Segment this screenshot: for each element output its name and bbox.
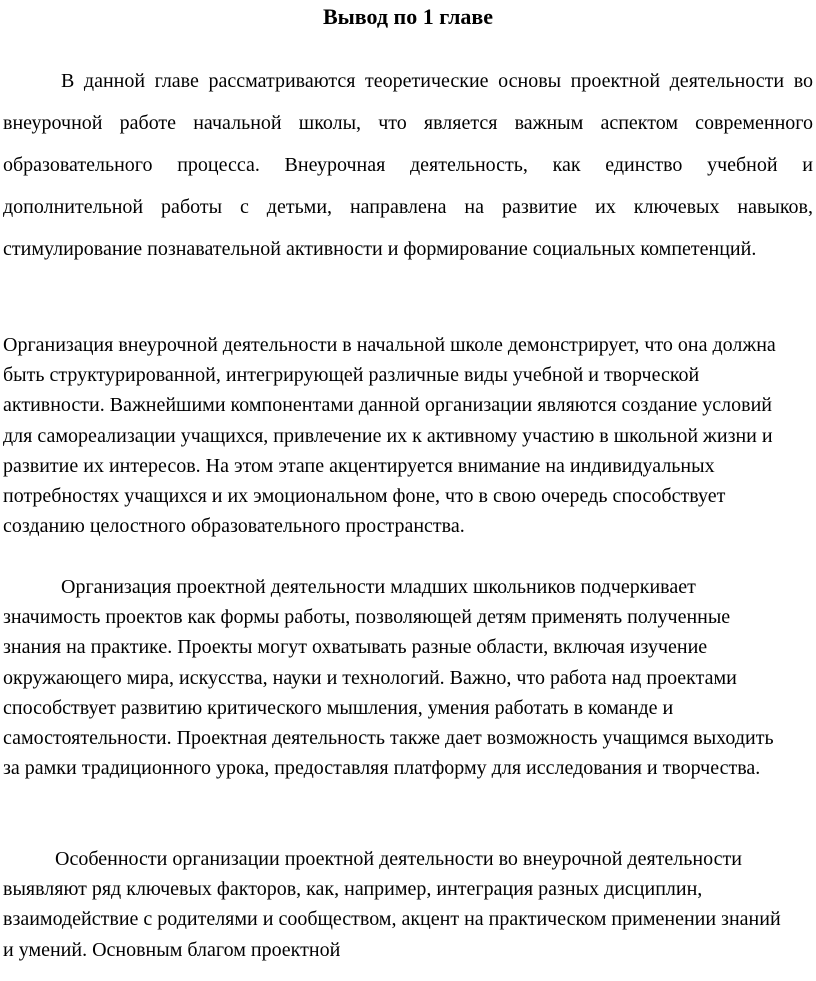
paragraph-chapter-summary: В данной главе рассматриваются теоретические основы проектной деятельности во внеурочной работе начальной школы, что является важным аспектом современного образовательного процесса. Внеурочная деятельность, как единство учебной и дополнительной работы с детьми, направлена на развитие их ключевых навыков, стимулирование познавательной активности и формирование социальных компетенций.: [3, 70, 813, 260]
paragraph-project-activity: Организация проектной деятельности младших школьников подчеркивает значимость проектов как формы работы, позволяющей детям применять полученные знания на практике. Проекты могут охватывать разные области, включая изучение окружающего мира, искусства, науки и технологий. Важно, что работа над проектами способствует развитию критического мышления, умения работать в команде и самостоятельности. Проектная деятельность также дает возможность учащимся выходить за рамки традиционного урока, предоставляя платформу для исследования и творчества.: [3, 576, 774, 780]
paragraph-extracurricular-organization: Организация внеурочной деятельности в начальной школе демонстрирует, что она должна быть структурированной, интегрирующей различные виды учебной и творческой активности. Важнейшими компонентами данной организации являются создание условий для самореализации учащихся, привлечение их к активному участию в школьной жизни и развитие их интересов. На этом этапе акцентируется внимание на индивидуальных потребностях учащихся и их эмоциональном фоне, что в свою очередь способствует созданию целостного образовательного пространства.: [3, 334, 776, 538]
chapter-conclusion-title: Вывод по 1 главе: [322, 4, 494, 29]
paragraph-project-features: Особенности организации проектной деятельности во внеурочной деятельности выявляют ряд ключевых факторов, как, например, интеграция разных дисциплин, взаимодействие с родителями и сообществом, акцент на практическом применении знаний и умений. Основным благом проектной: [3, 848, 781, 961]
